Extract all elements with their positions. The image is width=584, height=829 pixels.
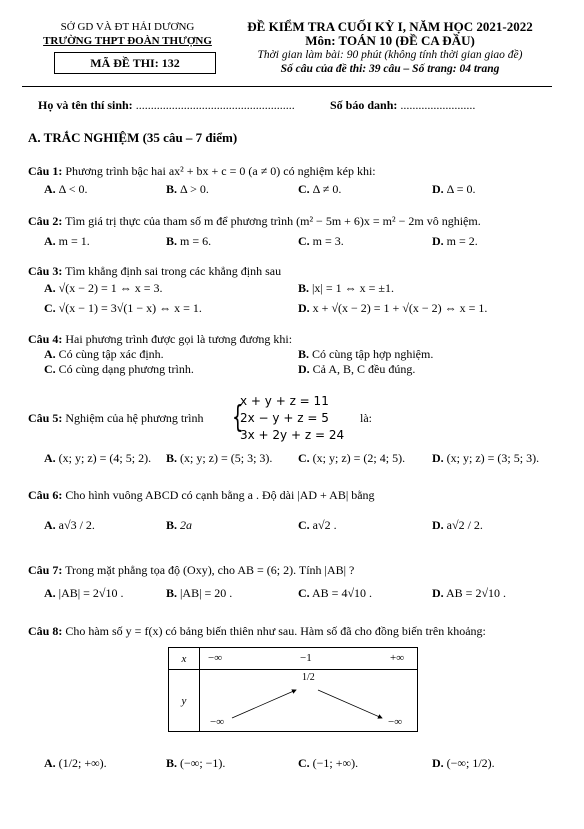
- q7-text: Trong mặt phẳng tọa độ (Oxy), cho AB = (6; 2). Tính |AB| ?: [65, 563, 355, 577]
- q7-opt-c: C. AB = 4√10 .: [298, 586, 373, 600]
- q1-label: Câu 1:: [28, 164, 63, 178]
- q5-eq1: x + y + z = 11: [240, 394, 329, 408]
- q8-a-text: (1/2; +∞).: [58, 756, 107, 770]
- question-2: [28, 214, 481, 229]
- header-left: [40, 20, 215, 48]
- q6-c-text: a√2 .: [312, 518, 337, 532]
- q3-b-text: |x| = 1 ⇔ x = ±1.: [312, 281, 394, 295]
- q1-text: Phương trình bậc hai ax² + bx + c = 0 (a ≠ 0) có nghiệm kép khi:: [65, 164, 376, 178]
- bbt-y-top: 1/2: [302, 672, 315, 683]
- bbt-x-label: x: [169, 648, 200, 670]
- q4-d-text: Cả A, B, C đều đúng.: [312, 362, 416, 376]
- q8-b-text: (−∞; −1).: [180, 756, 226, 770]
- q7-opt-b: B. |AB| = 20 .: [166, 586, 233, 600]
- question-8: [28, 624, 486, 639]
- system-brace: {: [232, 400, 244, 435]
- q3-opt-c: C. √(x − 1) = 3√(1 − x) ⇔ x = 1.: [44, 301, 202, 315]
- q2-text: Tìm giá trị thực của tham số m để phương trình (m² − 5m + 6)x = m² − 2m vô nghiệm.: [65, 214, 481, 228]
- q8-c-text: (−1; +∞).: [312, 756, 359, 770]
- q1-opt-a: A. Δ < 0.: [44, 182, 88, 196]
- bbt-x-2: −1: [300, 652, 312, 664]
- q3-d-text: x + √(x − 2) = 1 + √(x − 2) ⇔ x = 1.: [312, 301, 488, 315]
- q8-d-text: (−∞; 1/2).: [446, 756, 495, 770]
- q5-a-text: (x; y; z) = (4; 5; 2).: [58, 451, 152, 465]
- q6-b-text: 2a: [180, 518, 193, 532]
- q8-opt-d: D. (−∞; 1/2).: [432, 756, 495, 770]
- q2-opt-d: D. m = 2.: [432, 234, 478, 248]
- q1-d-text: Δ = 0.: [446, 182, 476, 196]
- q5-after: là:: [360, 411, 372, 425]
- q3-c-text: √(x − 1) = 3√(1 − x) ⇔ x = 1.: [58, 301, 202, 315]
- q1-opt-d: D. Δ = 0.: [432, 182, 476, 196]
- q8-opt-c: C. (−1; +∞).: [298, 756, 359, 770]
- q3-label: Câu 3:: [28, 264, 63, 278]
- q5-opt-a: A. (x; y; z) = (4; 5; 2).: [44, 451, 152, 465]
- q5-label: Câu 5:: [28, 411, 63, 425]
- q8-opt-b: B. (−∞; −1).: [166, 756, 226, 770]
- q4-b-text: Có cùng tập hợp nghiệm.: [312, 347, 434, 361]
- q5-c-text: (x; y; z) = (2; 4; 5).: [312, 451, 406, 465]
- q1-opt-c: C. Δ ≠ 0.: [298, 182, 342, 196]
- student-name-row: [38, 98, 295, 113]
- sbd-row: [330, 98, 475, 113]
- q8-opt-a: A. (1/2; +∞).: [44, 756, 107, 770]
- q7-d-text: AB = 2√10 .: [446, 586, 507, 600]
- bbt-y-left: −∞: [210, 716, 225, 728]
- q6-opt-d: D. a√2 / 2.: [432, 518, 483, 532]
- q5-opt-d: D. (x; y; z) = (3; 5; 3).: [432, 451, 540, 465]
- q5-b-text: (x; y; z) = (5; 3; 3).: [180, 451, 273, 465]
- arrow-up: [232, 690, 296, 718]
- q6-opt-c: C. a√2 .: [298, 518, 337, 532]
- question-4: [28, 332, 292, 347]
- q4-c-text: Có cùng dạng phương trình.: [58, 362, 194, 376]
- q6-opt-a: A. a√3 / 2.: [44, 518, 95, 532]
- bbt-y-right: −∞: [388, 716, 403, 728]
- exam-count: Số câu của đề thi: 39 câu – Số trang: 04 trang: [280, 63, 500, 75]
- q6-d-text: a√2 / 2.: [446, 518, 483, 532]
- q7-label: Câu 7:: [28, 563, 63, 577]
- q2-a-text: m = 1.: [58, 234, 90, 248]
- q2-opt-a: A. m = 1.: [44, 234, 90, 248]
- bbt-y-label: y: [169, 670, 200, 732]
- q3-opt-d: D. x + √(x − 2) = 1 + √(x − 2) ⇔ x = 1.: [298, 301, 488, 315]
- q5-text: Nghiệm của hệ phương trình: [65, 411, 204, 425]
- bbt-x-row: [200, 648, 418, 670]
- bbt-y-row: [200, 670, 418, 732]
- q2-c-text: m = 3.: [312, 234, 344, 248]
- question-5: [28, 411, 204, 426]
- exam-subject: Môn: TOÁN 10 (ĐỀ CA ĐẦU): [305, 33, 475, 48]
- q7-a-text: |AB| = 2√10 .: [58, 586, 124, 600]
- student-name-label: Họ và tên thí sinh:: [38, 98, 133, 112]
- dept-name: SỞ GD VÀ ĐT HẢI DƯƠNG: [60, 21, 195, 33]
- exam-title: ĐỀ KIỂM TRA CUỐI KỲ I, NĂM HỌC 2021-2022: [247, 19, 533, 34]
- q6-a-text: a√3 / 2.: [58, 518, 95, 532]
- question-6: [28, 488, 375, 503]
- q1-b-text: Δ > 0.: [180, 182, 209, 196]
- q1-opt-b: B. Δ > 0.: [166, 182, 209, 196]
- q2-b-text: m = 6.: [180, 234, 212, 248]
- arrow-down: [318, 690, 382, 718]
- q5-system: [240, 393, 344, 444]
- exam-time: Thời gian làm bài: 90 phút (không tính thời gian giao đề): [257, 49, 523, 61]
- question-1: [28, 164, 376, 179]
- q5-d-text: (x; y; z) = (3; 5; 3).: [446, 451, 540, 465]
- q5-eq3: 3x + 2y + z = 24: [240, 428, 345, 442]
- q2-opt-c: C. m = 3.: [298, 234, 344, 248]
- sbd-dots: .........................: [400, 98, 476, 112]
- q4-opt-a: A. Có cùng tập xác định.: [44, 347, 164, 361]
- question-3: [28, 264, 281, 279]
- q8-label: Câu 8:: [28, 624, 63, 638]
- bbt-arrows: [200, 670, 420, 732]
- q7-b-text: |AB| = 20 .: [180, 586, 233, 600]
- variation-table: [168, 647, 418, 732]
- q3-text: Tìm khẳng định sai trong các khẳng định sau: [65, 264, 282, 278]
- q2-d-text: m = 2.: [446, 234, 478, 248]
- q4-a-text: Có cùng tập xác định.: [58, 347, 164, 361]
- exam-code: MÃ ĐỀ THI: 132: [54, 52, 216, 74]
- q5-eq2: 2x − y + z = 5: [240, 411, 329, 425]
- q7-opt-a: A. |AB| = 2√10 .: [44, 586, 124, 600]
- q4-label: Câu 4:: [28, 332, 63, 346]
- header-right: [225, 20, 555, 76]
- q4-text: Hai phương trình được gọi là tương đương khi:: [65, 332, 293, 346]
- sbd-label: Số báo danh:: [330, 98, 398, 112]
- q6-label: Câu 6:: [28, 488, 63, 502]
- section-a-title: A. TRẮC NGHIỆM (35 câu – 7 điểm): [28, 130, 238, 145]
- q4-opt-c: C. Có cùng dạng phương trình.: [44, 362, 194, 376]
- bbt-x-1: −∞: [208, 652, 223, 664]
- q1-c-text: Δ ≠ 0.: [312, 182, 342, 196]
- q7-opt-d: D. AB = 2√10 .: [432, 586, 507, 600]
- q3-opt-a: A. √(x − 2) = 1 ⇔ x = 3.: [44, 281, 163, 295]
- school-name: TRƯỜNG THPT ĐOÀN THƯỢNG: [43, 35, 212, 47]
- q1-a-text: Δ < 0.: [58, 182, 88, 196]
- q3-a-text: √(x − 2) = 1 ⇔ x = 3.: [58, 281, 163, 295]
- q8-text: Cho hàm số y = f(x) có bảng biến thiên như sau. Hàm số đã cho đồng biến trên khoảng:: [65, 624, 486, 638]
- q3-opt-b: B. |x| = 1 ⇔ x = ±1.: [298, 281, 394, 295]
- student-name-dots: .....................................................: [135, 98, 295, 112]
- header-divider: [22, 86, 552, 87]
- q5-opt-b: B. (x; y; z) = (5; 3; 3).: [166, 451, 273, 465]
- q2-opt-b: B. m = 6.: [166, 234, 212, 248]
- q6-opt-b: B. 2a: [166, 518, 193, 532]
- q5-opt-c: C. (x; y; z) = (2; 4; 5).: [298, 451, 406, 465]
- q4-opt-d: D. Cả A, B, C đều đúng.: [298, 362, 416, 376]
- bbt-x-3: +∞: [390, 652, 405, 664]
- q6-text: Cho hình vuông ABCD có cạnh bằng a . Độ dài |AD + AB| bằng: [65, 488, 375, 502]
- q7-c-text: AB = 4√10 .: [312, 586, 373, 600]
- q2-label: Câu 2:: [28, 214, 63, 228]
- question-7: [28, 563, 354, 578]
- q4-opt-b: B. Có cùng tập hợp nghiệm.: [298, 347, 434, 361]
